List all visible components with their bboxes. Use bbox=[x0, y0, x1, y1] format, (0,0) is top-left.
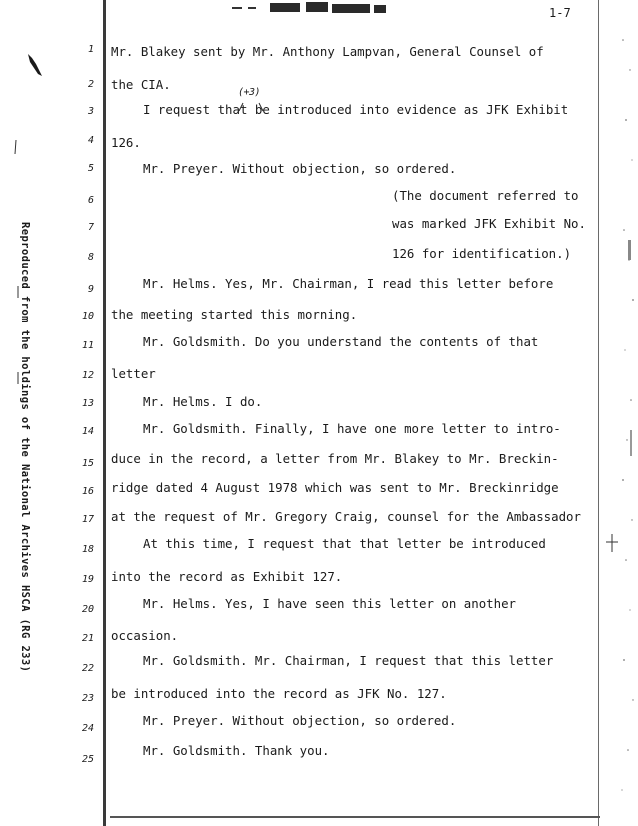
margin-tick-mark bbox=[14, 140, 18, 154]
left-margin-rule bbox=[103, 0, 106, 826]
line-number: 4 bbox=[87, 135, 94, 146]
line-number: 21 bbox=[81, 633, 94, 644]
line-number: 17 bbox=[81, 514, 94, 525]
line-number: 5 bbox=[87, 163, 94, 174]
transcript-line: be introduced into the record as JFK No. 127. bbox=[111, 686, 447, 701]
transcript-line: At this time, I request that that letter be introduced bbox=[143, 536, 546, 551]
line-number: 8 bbox=[87, 252, 94, 263]
line-number: 12 bbox=[81, 370, 94, 381]
line-number: 9 bbox=[87, 284, 94, 295]
transcript-line: Mr. Helms. I do. bbox=[143, 394, 263, 409]
right-margin-rule bbox=[598, 0, 599, 826]
line-number: 25 bbox=[81, 754, 94, 765]
transcript-line: was marked JFK Exhibit No. bbox=[392, 216, 586, 231]
ink-blot-mark bbox=[24, 52, 44, 78]
transcript-line: 126 for identification.) bbox=[392, 246, 572, 261]
line-number: 20 bbox=[81, 604, 94, 615]
transcript-line: into the record as Exhibit 127. bbox=[111, 569, 343, 584]
transcript-line: the meeting started this morning. bbox=[111, 307, 358, 322]
line-number: 11 bbox=[81, 340, 94, 351]
margin-insert-mark bbox=[604, 534, 620, 552]
line-number: 7 bbox=[87, 222, 94, 233]
header-smudge bbox=[232, 2, 388, 15]
transcript-line: the CIA. bbox=[111, 77, 171, 92]
handwritten-annotation: (+3) bbox=[238, 87, 261, 98]
transcript-line: Mr. Goldsmith. Mr. Chairman, I request that this letter bbox=[143, 653, 554, 668]
line-number: 3 bbox=[87, 106, 94, 117]
line-number: 14 bbox=[81, 426, 94, 437]
line-number: 19 bbox=[81, 574, 94, 585]
transcript-line: Mr. Helms. Yes, I have seen this letter on another bbox=[143, 596, 516, 611]
transcript-line: duce in the record, a letter from Mr. Blakey to Mr. Breckin- bbox=[111, 451, 559, 466]
transcript-line: at the request of Mr. Gregory Craig, counsel for the Ambassador bbox=[111, 509, 581, 524]
transcript-line: Mr. Goldsmith. Thank you. bbox=[143, 743, 330, 758]
line-number: 10 bbox=[81, 311, 94, 322]
page-number: 1-7 bbox=[549, 6, 571, 20]
line-number: 6 bbox=[87, 195, 94, 206]
line-number: 22 bbox=[81, 663, 94, 674]
line-number: 16 bbox=[81, 486, 94, 497]
archive-side-note: Reproduced from the holdings of the National Archives HSCA (RG 233) bbox=[19, 222, 31, 673]
line-number: 24 bbox=[81, 723, 94, 734]
transcript-line: Mr. Goldsmith. Finally, I have one more letter to intro- bbox=[143, 421, 561, 436]
line-number: 23 bbox=[81, 693, 94, 704]
scan-noise-edge bbox=[620, 0, 636, 826]
transcript-line: Mr. Goldsmith. Do you understand the contents of that bbox=[143, 334, 539, 349]
line-number: 18 bbox=[81, 544, 94, 555]
bottom-edge-line bbox=[110, 816, 600, 818]
transcript-line: 126. bbox=[111, 135, 141, 150]
transcript-line: letter bbox=[111, 366, 156, 381]
line-number: 15 bbox=[81, 458, 94, 469]
line-number: 13 bbox=[81, 398, 94, 409]
transcript-line: Mr. Preyer. Without objection, so ordered. bbox=[143, 161, 457, 176]
transcript-line: I request that be introduced into evidence as JFK Exhibit bbox=[143, 102, 569, 117]
transcript-line: Mr. Preyer. Without objection, so ordered. bbox=[143, 713, 457, 728]
transcript-line: occasion. bbox=[111, 628, 179, 643]
line-number: 2 bbox=[87, 79, 94, 90]
transcript-line: (The document referred to bbox=[392, 188, 579, 203]
transcript-line: ridge dated 4 August 1978 which was sent to Mr. Breckinridge bbox=[111, 480, 559, 495]
line-number: 1 bbox=[87, 44, 94, 55]
transcript-line: Mr. Blakey sent by Mr. Anthony Lampvan, General Counsel of bbox=[111, 44, 544, 59]
transcript-line: Mr. Helms. Yes, Mr. Chairman, I read this letter before bbox=[143, 276, 554, 291]
